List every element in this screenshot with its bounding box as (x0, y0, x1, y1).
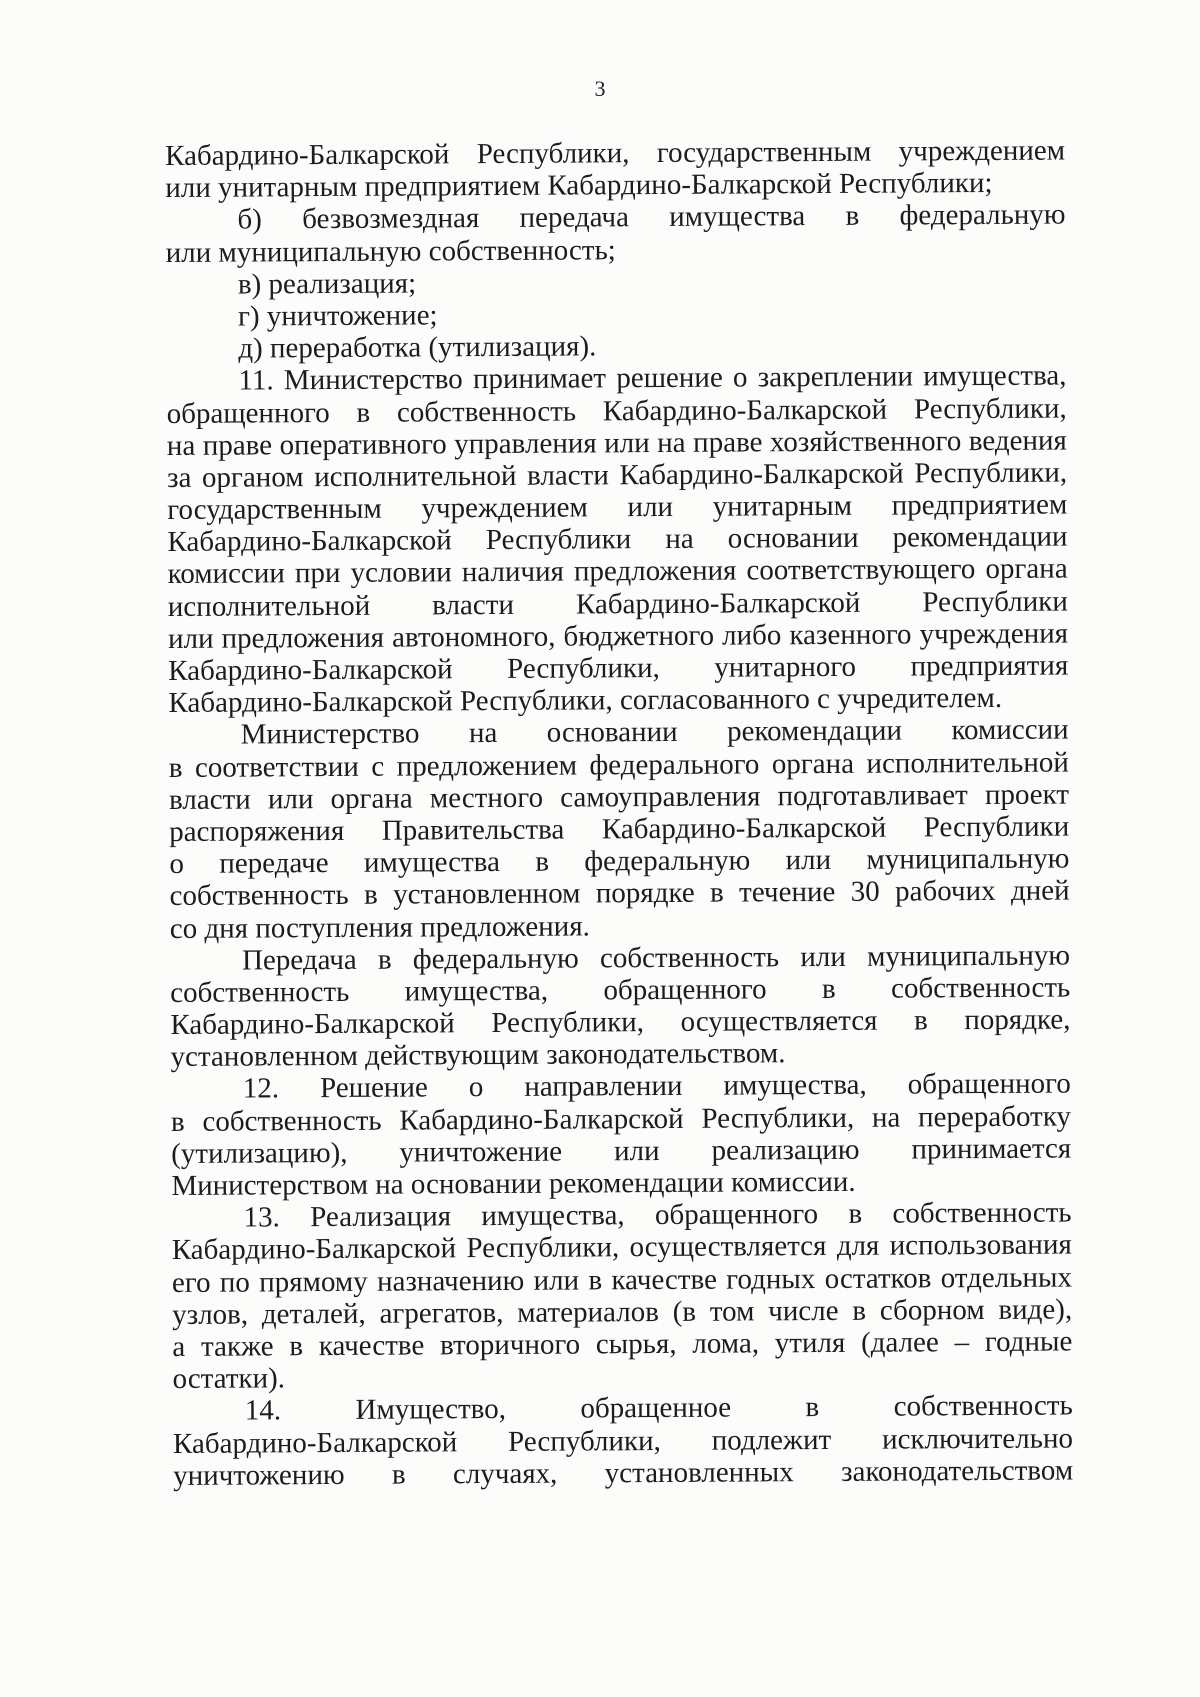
text-line: г) уничтожение; (237, 299, 438, 333)
text-line: б) безвозмездная передача имущества в федеральную (237, 198, 1066, 236)
text-line: уничтожению в случаях, установленных законодательством (173, 1454, 1074, 1492)
text-line: Кабардино-Балкарской Республики, осуществляется в порядке, (170, 1003, 1071, 1042)
text-line: в соответствии с предложением федерального органа исполнительной (168, 746, 1069, 784)
text-line: распоряжения Правительства Кабардино-Балкарской Республики (169, 810, 1070, 848)
text-line: остатки). (172, 1362, 286, 1396)
text-line: Кабардино-Балкарской Республики, подлежит исключительно (172, 1421, 1074, 1460)
text-line: со дня поступления предложения. (169, 909, 590, 945)
text-line: его по прямому назначению или в качестве годных остатков отдельных (171, 1261, 1073, 1299)
text-line: в) реализация; (237, 267, 417, 301)
text-line: Кабардино-Балкарской Республики, согласованного с учредителем. (168, 682, 1003, 720)
document-body (165, 135, 1073, 1492)
text-line: установленном действующим законодательством. (170, 1037, 786, 1074)
text-line: 14. Имущество, обращенное в собственность (244, 1389, 1073, 1427)
text-line: Кабардино-Балкарской Республики, государственным учреждением (165, 134, 1066, 172)
text-line: или унитарным предприятием Кабардино-Балкарской Республики; (165, 167, 993, 205)
text-line: 11. Министерство принимает решение о закреплении имущества, (238, 359, 1067, 397)
text-line: 12. Решение о направлении имущества, обращенного (242, 1067, 1071, 1105)
text-line: комиссии при условии наличия предложения соответствующего органа (167, 552, 1068, 591)
text-line: о передаче имущества в федеральную или муниципальную (169, 842, 1070, 881)
text-line: на праве оперативного управления или на праве хозяйственного ведения (166, 424, 1067, 462)
text-line: обращенного в собственность Кабардино-Балкарской Республики, (166, 391, 1067, 430)
text-line: в собственность Кабардино-Балкарской Республики, на переработку (170, 1100, 1072, 1138)
text-line: или муниципальную собственность; (165, 233, 616, 269)
text-line: собственность имущества, обращенного в собственность (170, 971, 1071, 1009)
text-line: а также в качестве вторичного сырья, лома, утиля (далее – годные (172, 1325, 1073, 1363)
text-line: д) переработка (утилизация). (238, 330, 597, 365)
text-line: Кабардино-Балкарской Республики, осуществляется для использования (171, 1228, 1072, 1267)
text-line: узлов, деталей, агрегатов, материалов (в том числе в сборном виде), (172, 1293, 1073, 1331)
text-line: Кабардино-Балкарской Республики на основании рекомендации (167, 520, 1068, 559)
text-line: за органом исполнительной власти Кабардино-Балкарской Республики, (166, 456, 1068, 494)
text-line: Министерством на основании рекомендации комиссии. (171, 1165, 856, 1202)
text-line: государственным учреждением или унитарным предприятием (167, 488, 1068, 527)
page-number: 3 (594, 76, 606, 101)
text-line: (утилизацию), уничтожение или реализацию принимается (171, 1132, 1072, 1170)
text-line: 13. Реализация имущества, обращенного в собственность (243, 1196, 1072, 1234)
text-line: Министерство на основании рекомендации комиссии (240, 713, 1069, 751)
text-line: Кабардино-Балкарской Республики, унитарного предприятия (168, 649, 1069, 687)
text-line: Передача в федеральную собственность или муниципальную (241, 939, 1071, 977)
text-line: власти или органа местного самоуправления подготавливает проект (168, 778, 1070, 816)
text-line: или предложения автономного, бюджетного либо казенного учреждения (167, 617, 1069, 655)
text-line: исполнительной власти Кабардино-Балкарской Республики (167, 585, 1068, 623)
text-line: собственность в установленном порядке в течение 30 рабочих дней (169, 874, 1070, 913)
